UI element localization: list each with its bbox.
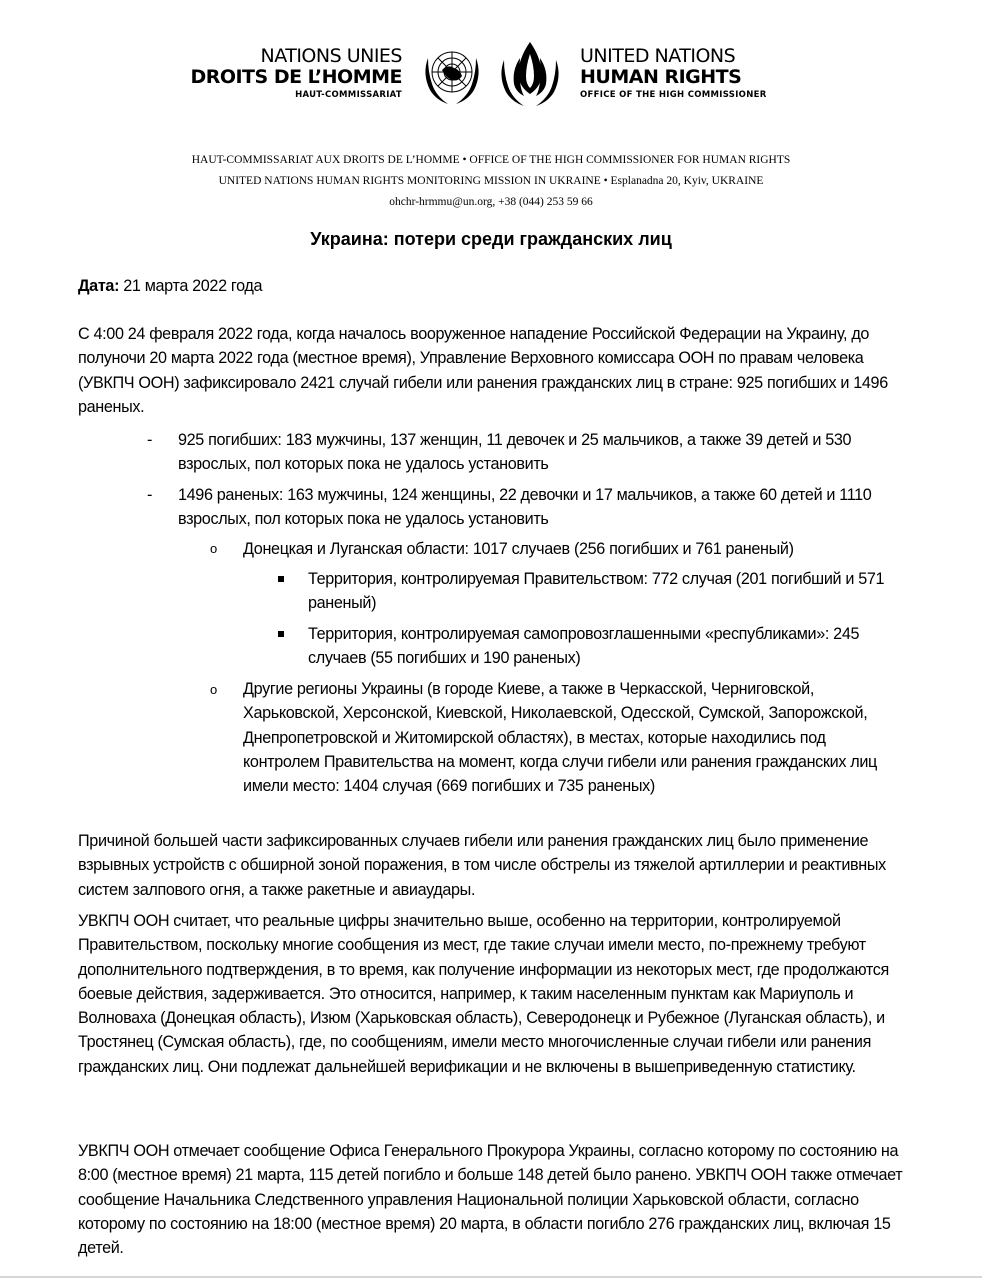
- un-emblem-icon: [418, 40, 486, 108]
- address-line-1: HAUT-COMMISSARIAT AUX DROITS DE L’HOMME • OFFICE OF THE HIGH COMMISSIONER FOR HUMAN RIGHTS: [191, 154, 791, 166]
- fr-line-1: NATIONS UNIES: [260, 45, 402, 67]
- bullet-square-icon: [278, 631, 284, 637]
- other-regions-item: Другие регионы Украины (в городе Киеве, а также в Черкасской, Черниговской, Харьковской, Херсонской, Киевской, Николаевской, Одесской, Сумской, Запорожской, Днепропетровской и Житомирской областях), в местах, которые находились под контролем Правительства на момент, когда случи гибели или ранения гражданских лиц имели место: 1404 случая (669 погибших и 735 раненых): [243, 680, 877, 796]
- letterhead: [0, 40, 982, 115]
- government-territory-item: Территория, контролируемая Правительством: 772 случая (201 погибший и 571 раненый): [308, 570, 885, 613]
- injured-breakdown: 1496 раненых: 163 мужчины, 124 женщины, 22 девочки и 17 мальчиков, а также 60 детей и 1110 взрослых, пол которых пока не удалось установить: [178, 486, 872, 529]
- intro-paragraph: С 4:00 24 февраля 2022 года, когда началось вооруженное нападение Российской Федерации на Украину, до полуночи 20 марта 2022 года (местное время), Управление Верховного комиссара ООН по правам человека (УВКПЧ ООН) зафиксировало 2421 случай гибели или ранения гражданских лиц в стране: 925 погибших и 1496 раненых.: [78, 325, 888, 416]
- en-line-1: UNITED NATIONS: [580, 45, 736, 67]
- republics-territory-item: Территория, контролируемая самопровозглашенными «республиками»: 245 случаев (55 погибших и 190 раненых): [308, 625, 860, 668]
- bullet-circle: o: [210, 682, 218, 697]
- date-value: 21 марта 2022 года: [123, 277, 263, 295]
- causes-paragraph: Причиной большей части зафиксированных случаев гибели или ранения гражданских лиц было применение взрывных устройств с обширной зоной поражения, в том числе обстрелы из тяжелой артиллерии и реактивных систем залпового огня, а также ракетные и авиаудары.: [78, 832, 886, 899]
- document-date: [78, 274, 262, 298]
- en-line-2: HUMAN RIGHTS: [580, 66, 742, 88]
- donetsk-luhansk-item: Донецкая и Луганская области: 1017 случаев (256 погибших и 761 раненый): [243, 540, 794, 558]
- human-rights-flame-icon: [496, 40, 564, 108]
- page-bottom-divider: [0, 1276, 982, 1278]
- fr-line-3: HAUT-COMMISSARIAT: [295, 90, 402, 100]
- address-line-2: UNITED NATIONS HUMAN RIGHTS MONITORING MISSION IN UKRAINE • Esplanadna 20, Kyiv, UKRAINE: [218, 175, 764, 187]
- killed-breakdown: 925 погибших: 183 мужчины, 137 женщин, 11 девочек и 25 мальчиков, а также 39 детей и 530 взрослых, пол которых пока не удалось установить: [178, 431, 852, 474]
- document-title: Украина: потери среди гражданских лиц: [310, 229, 672, 249]
- reports-paragraph: УВКПЧ ООН отмечает сообщение Офиса Генерального Прокурора Украины, согласно которому по состоянию на 8:00 (местное время) 21 марта, 115 детей погибло и больше 148 детей было ранено. УВКПЧ ООН также отмечает сообщение Начальника Следственного управления Национальной полиции Харьковской области, согласно которому по состоянию на 18:00 (местное время) 20 марта, в области погибло 276 гражданских лиц, включая 15 детей.: [78, 1142, 903, 1258]
- date-label: Дата:: [78, 277, 120, 295]
- bullet-dash: -: [147, 486, 153, 504]
- address-contact: ohchr-hrmmu@un.org, +38 (044) 253 59 66: [389, 196, 593, 208]
- bullet-dash: -: [147, 431, 153, 449]
- bullet-square-icon: [278, 576, 284, 582]
- french-logo-text: [190, 46, 402, 102]
- en-line-3: OFFICE OF THE HIGH COMMISSIONER: [580, 90, 767, 100]
- bullet-circle: o: [210, 541, 218, 556]
- english-logo-text: [580, 46, 767, 102]
- fr-line-2: DROITS DE L’HOMME: [190, 66, 402, 88]
- office-address: [0, 150, 982, 213]
- estimate-paragraph: УВКПЧ ООН считает, что реальные цифры значительно выше, особенно на территории, контролируемой Правительством, поскольку многие сообщения из мест, где такие случаи имели место, по-прежнему требуют дополнительного подтверждения, в то время, как получение информации из некоторых мест, где продолжаются боевые действия, задерживается. Это относится, например, к таким населенным пунктам как Мариуполь и Волноваха (Донецкая область), Изюм (Харьковская область), Северодонецк и Рубежное (Луганская область), и Тростянец (Сумская область), где, по сообщениям, имели место многочисленные случаи гибели или ранения гражданских лиц. Они подлежат дальнейшей верификации и не включены в вышеприведенную статистику.: [78, 912, 889, 1076]
